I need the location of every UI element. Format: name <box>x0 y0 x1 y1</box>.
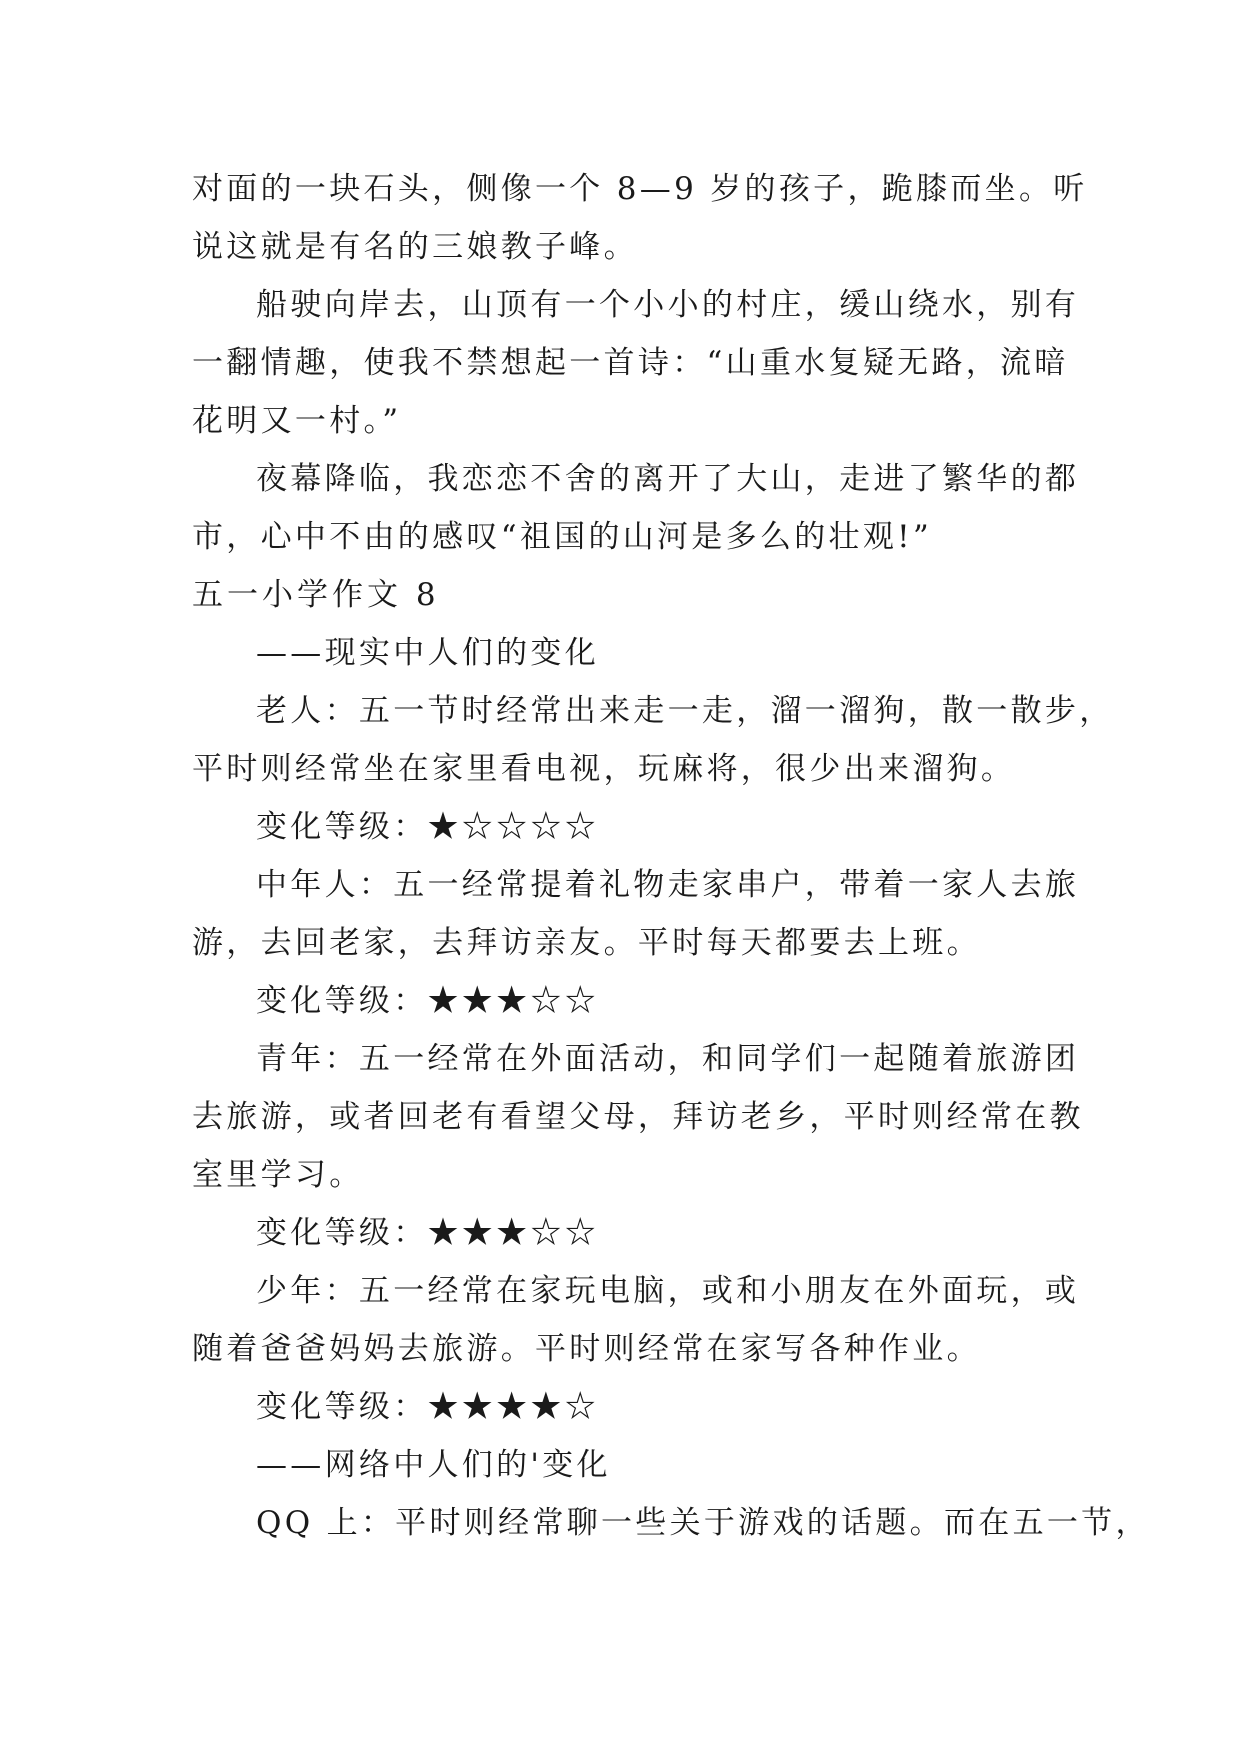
subsection-title: ——网络中人们的'变化 <box>256 1447 611 1483</box>
text-line: 室里学习。 <box>192 1157 364 1193</box>
text-line: 平时则经常坐在家里看电视，玩麻将，很少出来溜狗。 <box>192 751 1016 787</box>
paragraph-line: 中年人：五一经常提着礼物走家串户，带着一家人去旅 <box>256 867 1080 903</box>
text-line: 市，心中不由的感叹“祖国的山河是多么的壮观!” <box>192 519 933 555</box>
text-line: 对面的一块石头，侧像一个 8—9 岁的孩子，跪膝而坐。听 <box>192 171 1088 207</box>
rating-line: 变化等级：★☆☆☆☆ <box>256 809 599 845</box>
paragraph-line: 船驶向岸去，山顶有一个小小的村庄，缓山绕水，别有 <box>256 287 1080 323</box>
text-line: 游，去回老家，去拜访亲友。平时每天都要去上班。 <box>192 925 981 961</box>
text-line: 随着爸爸妈妈去旅游。平时则经常在家写各种作业。 <box>192 1331 981 1367</box>
paragraph-line: 老人：五一节时经常出来走一走，溜一溜狗，散一散步， <box>256 693 1114 729</box>
document-page <box>192 160 1150 1552</box>
text-line: 一翻情趣，使我不禁想起一首诗：“山重水复疑无路，流暗 <box>192 345 1069 381</box>
text-line: 说这就是有名的三娘教子峰。 <box>192 229 638 265</box>
rating-line: 变化等级：★★★★☆ <box>256 1389 599 1425</box>
text-line: 花明又一村。” <box>192 403 402 439</box>
rating-line: 变化等级：★★★☆☆ <box>256 983 599 1019</box>
paragraph-line: 青年：五一经常在外面活动，和同学们一起随着旅游团 <box>256 1041 1080 1077</box>
paragraph-line: QQ 上：平时则经常聊一些关于游戏的话题。而在五一节， <box>256 1505 1150 1541</box>
text-line: 去旅游，或者回老有看望父母，拜访老乡，平时则经常在教 <box>192 1099 1084 1135</box>
paragraph-line: 少年：五一经常在家玩电脑，或和小朋友在外面玩，或 <box>256 1273 1080 1309</box>
section-title: 五一小学作文 8 <box>192 577 440 613</box>
paragraph-line: 夜幕降临，我恋恋不舍的离开了大山，走进了繁华的都 <box>256 461 1080 497</box>
rating-line: 变化等级：★★★☆☆ <box>256 1215 599 1251</box>
subsection-title: ——现实中人们的变化 <box>256 635 599 671</box>
